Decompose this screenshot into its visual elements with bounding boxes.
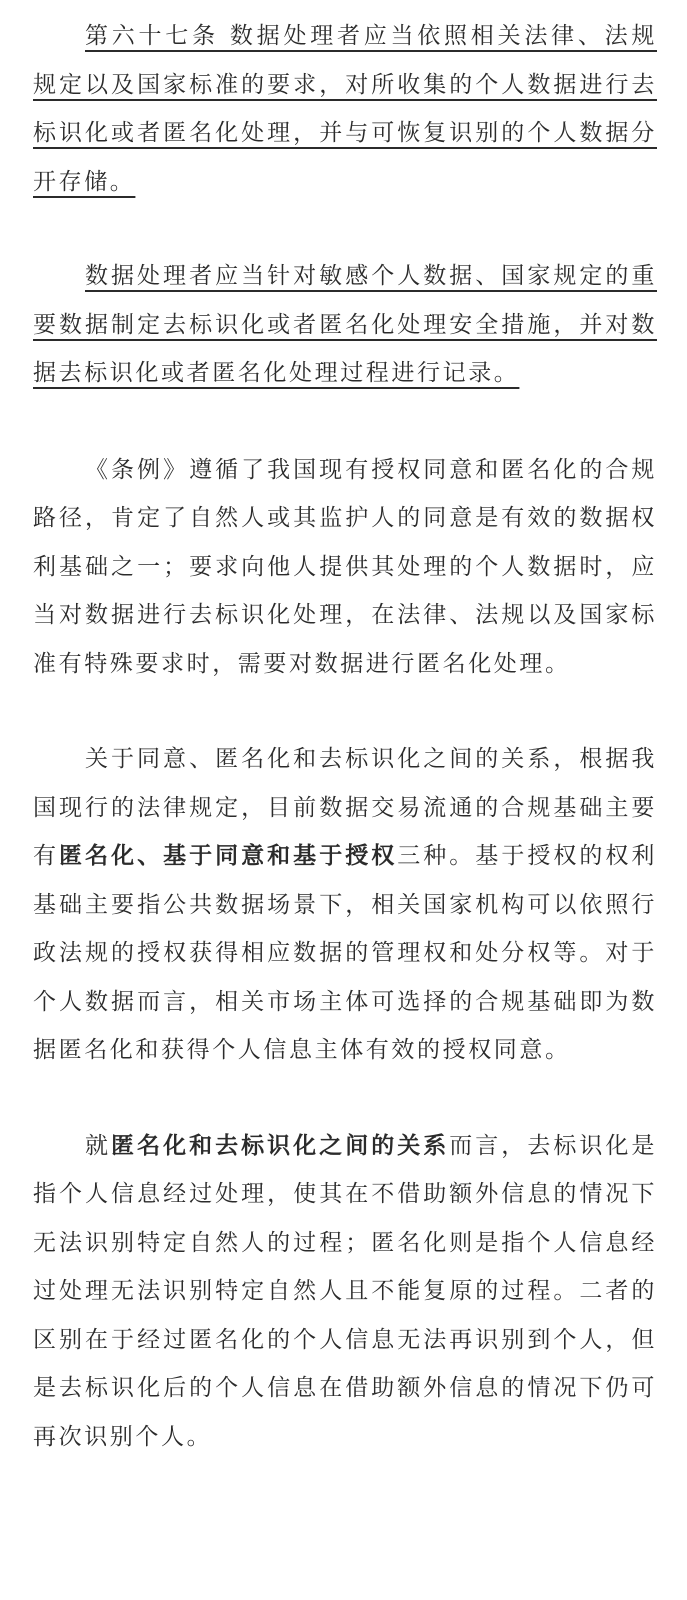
regulation-commentary-text: 《条例》遵循了我国现有授权同意和匿名化的合规路径，肯定了自然人或其监护人的同意是有效的数据权利基础之一；要求向他人提供其处理的个人数据时，应当对数据进行去标识化处理，在法律、法规以及国家标准有特殊要求时，需要对数据进行匿名化处理。 [33,456,657,677]
relation-paragraph-text-end: 而言，去标识化是指个人信息经过处理，使其在不借助额外信息的情况下无法识别特定自然人的过程；匿名化则是指个人信息经过处理无法识别特定自然人且不能复原的过程。二者的区别在于经过匿名化的个人信息无法再识别到个人，但是去标识化后的个人信息在借助额外信息的情况下仍可再次识别个人。 [33,1132,657,1450]
article-67-text: 第六十七条 数据处理者应当依照相关法律、法规规定以及国家标准的要求，对所收集的个人数据进行去标识化或者匿名化处理，并与可恢复识别的个人数据分开存储。 [33,23,657,195]
relation-paragraph-text-start: 就 [85,1132,112,1159]
relation-paragraph-bold-phrase: 匿名化和去标识化之间的关系 [111,1132,450,1159]
article-67-second-paragraph [33,252,657,398]
article-67-second-text: 数据处理者应当针对敏感个人数据、国家规定的重要数据制定去标识化或者匿名化处理安全措施，并对数据去标识化或者匿名化处理过程进行记录。 [33,263,657,386]
regulation-commentary-paragraph [33,446,657,689]
article-67-paragraph [33,12,657,206]
anonymization-deidentification-paragraph [33,1122,657,1462]
consent-paragraph-bold-phrase: 匿名化、基于同意和基于授权 [59,843,398,869]
consent-paragraph-text-end: 三种。基于授权的权利基础主要指公共数据场景下，相关国家机构可以依照行政法规的授权获得相应数据的管理权和处分权等。对于个人数据而言，相关市场主体可选择的合规基础即为数据匿名化和获得个人信息主体有效的授权同意。 [33,843,657,1063]
consent-paragraph-text-start: 关于同意、匿名化和去标识化之间的关系，根据我国现行的法律规定，目前数据交易流通的合规基础主要有 [33,746,657,869]
consent-anonymization-paragraph [33,735,657,1075]
